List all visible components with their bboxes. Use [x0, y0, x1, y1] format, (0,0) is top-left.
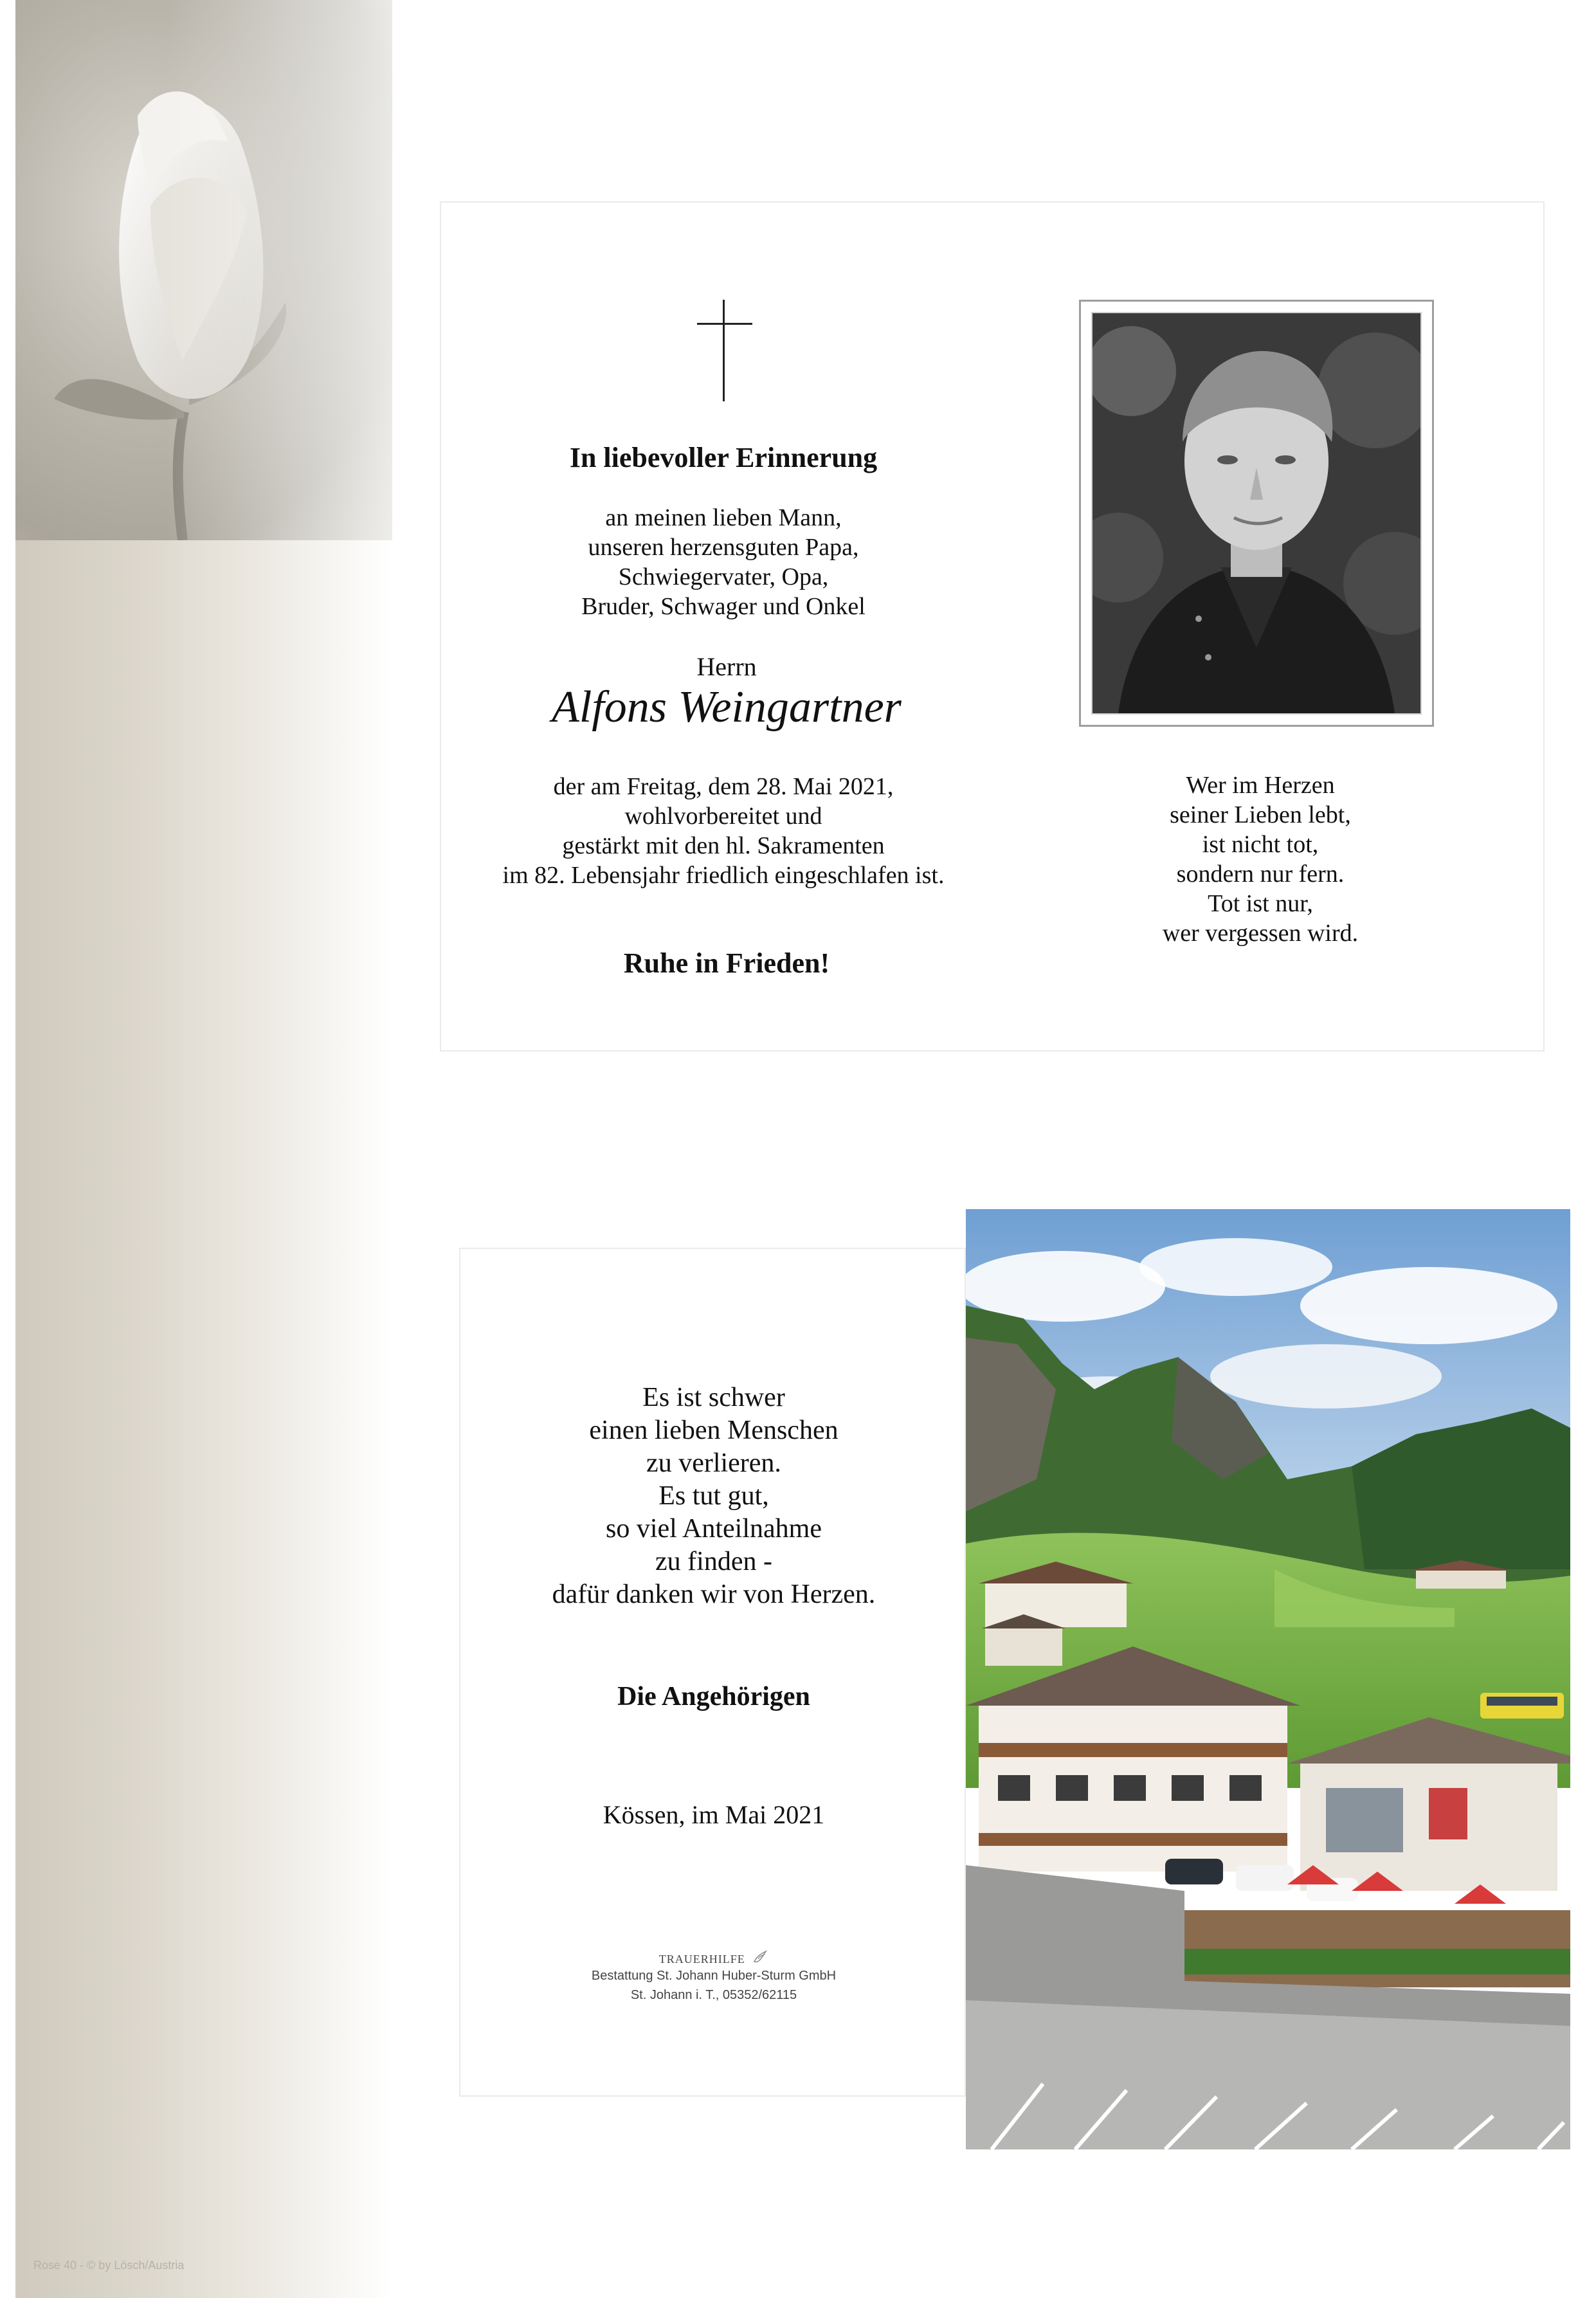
intro-line: Schwiegervater, Opa,	[618, 563, 829, 590]
verse-line: sondern nur fern.	[1176, 861, 1345, 888]
thanks-line: Es ist schwer	[642, 1383, 785, 1412]
verse	[1093, 771, 1428, 948]
death-line: gestärkt mit den hl. Sakramenten	[562, 832, 885, 859]
thanks-line: zu finden -	[655, 1547, 772, 1576]
verse-line: Tot ist nur,	[1208, 890, 1313, 917]
place-date: Kössen, im Mai 2021	[603, 1800, 825, 1829]
death-line: im 82. Lebensjahr friedlich eingeschlafen ist.	[502, 862, 945, 889]
verse-line: seiner Lieben lebt,	[1170, 801, 1351, 828]
intro-line: unseren herzensguten Papa,	[588, 534, 859, 561]
intro-line: an meinen lieben Mann,	[605, 504, 842, 531]
intro-line: Bruder, Schwager und Onkel	[581, 593, 866, 620]
death-line: der am Freitag, dem 28. Mai 2021,	[553, 773, 894, 800]
cross-icon	[697, 300, 752, 401]
dove-icon	[752, 1949, 768, 1965]
death-line: wohlvorbereitet und	[624, 803, 822, 830]
signature: Die Angehörigen	[617, 1682, 810, 1711]
undertaker-company: Bestattung St. Johann Huber-Sturm GmbH	[591, 1969, 837, 1983]
undertaker-contact: St. Johann i. T., 05352/62115	[630, 1988, 797, 2002]
thanks-line: dafür danken wir von Herzen.	[552, 1580, 876, 1609]
verse-line: wer vergessen wird.	[1162, 920, 1359, 947]
portrait-frame	[1079, 300, 1434, 727]
heading: In liebevoller Erinnerung	[569, 442, 878, 473]
image-credit: Rose 40 - © by Lösch/Austria	[33, 2259, 185, 2272]
thanks-line: zu verlieren.	[646, 1448, 781, 1478]
deceased-name: Alfons Weingartner	[552, 682, 902, 732]
closing: Ruhe in Frieden!	[623, 947, 830, 979]
thanks-line: so viel Anteilnahme	[606, 1514, 822, 1544]
salutation: Herrn	[696, 652, 757, 681]
undertaker-info	[489, 1949, 939, 2005]
verse-line: Wer im Herzen	[1186, 772, 1335, 799]
rose-image	[15, 0, 392, 540]
intro-text	[450, 503, 997, 621]
undertaker-brand: TRAUERHILFE	[658, 1953, 745, 1965]
death-notice	[450, 772, 997, 890]
portrait-photo	[1091, 312, 1422, 715]
thanks-text	[489, 1382, 939, 1611]
landscape-photo	[966, 1209, 1570, 2149]
verse-line: ist nicht tot,	[1202, 831, 1319, 858]
thanks-line: Es tut gut,	[658, 1481, 769, 1511]
thanks-line: einen lieben Menschen	[589, 1416, 839, 1445]
